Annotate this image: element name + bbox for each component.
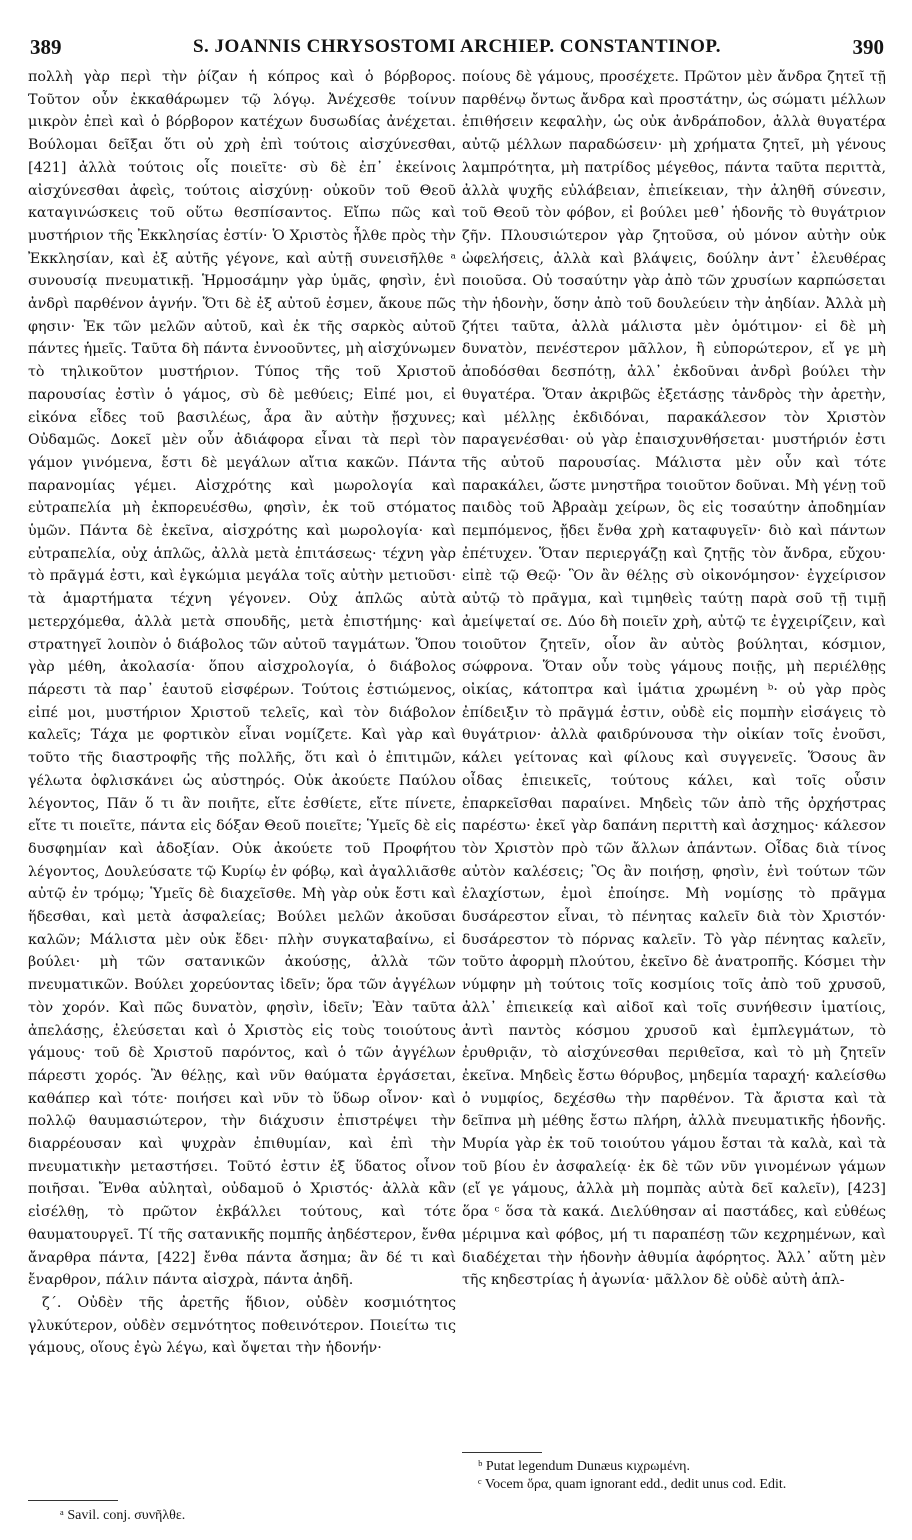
page-number-right: 390 [852,34,884,59]
footnote-a: ᵃ Savil. conj. συνῆλθε. [60,1508,186,1523]
footnote-c: ᶜ Vocem ὅρα, quam ignorant edd., dedit unus cod. Edit. [478,1477,787,1492]
running-header [30,30,884,64]
right-footnote-rule [462,1452,542,1453]
page-number-left: 389 [30,34,62,59]
left-footnote-rule [28,1500,118,1501]
left-paragraph-2: ζ΄. Οὐδὲν τῆς ἀρετῆς ἥδιον, οὐδὲν κοσμιότητος γλυκύτερον, οὐδὲν σεμνότητος ποθεινότερον. Ποιείτω τις γάμους, οἵους ἐγὼ λέγω, καὶ ὄψεται τὴν ἡδονήν· [28,1294,456,1357]
left-paragraph-1: πολλὴ γὰρ περὶ τὴν ῥίζαν ἡ κόπρος καὶ ὁ βόρβορος. Τοῦτον οὖν ἐκκαθάρωμεν τῷ λόγῳ. Ἀνέχεσθε τοίνυν μικρὸν ἐπεὶ καὶ ὁ βόρβορον κατέχων δυσωδίας ἀνέχεται. Βούλομαι δεῖξαι ὅτι οὐ χρὴ ἐπὶ τούτοις αἰσχύνεσθαι, [421] ἀλλὰ τούτοις οἷς ποιεῖτε· σὺ δὲ ἐπ᾽ ἐκείνοις αἰσχύνεσθαι ἀφεὶς, τούτοις αἰσχύνῃ· οὐκοῦν τοῦ Θεοῦ καταγινώσκεις τοῦ οὕτω θεσπίσαντος. Εἴπω πῶς καὶ μυστήριον τῆς Ἐκκλησίας ἐστίν· Ὁ Χριστὸς ἦλθε πρὸς τὴν Ἐκκλησίαν, καὶ ἐξ αὐτῆς γέγονε, καὶ αὐτῇ συνεισῆλθε ᵃ συνουσίᾳ πνευματικῇ. Ἡρμοσάμην γὰρ ὑμᾶς, φησὶν, ἑνὶ ἀνδρὶ παρθένον ἁγνήν. Ὅτι δὲ ἐξ αὐτοῦ ἐσμεν, ἄκουε πῶς φησιν· Ἐκ τῶν μελῶν αὐτοῦ, καὶ ἐκ τῆς σαρκὸς αὐτοῦ πάντες ἡμεῖς. Ταῦτα δὴ πάντα ἐννοοῦντες, μὴ αἰσχύνωμεν τὸ τηλικοῦτον μυστήριον. Τύπος τῆς τοῦ Χριστοῦ παρουσίας ἐστὶν ὁ γάμος, σὺ δὲ μεθύεις; Εἰπέ μοι, εἰ εἰκόνα εἶδες τοῦ βασιλέως, ἆρα ἂν αὐτὴν ᾔσχυνες; Οὐδαμῶς. Δοκεῖ μὲν οὖν ἀδιάφορα εἶναι τὰ περὶ τὸν γάμον γινόμενα, ἔστι δὲ μεγάλων αἴτια κακῶν. Πάντα παρανομίας γέμει. Αἰσχρότης καὶ μωρολογία καὶ εὐτραπελία μὴ ἐκπορευέσθω, φησὶν, ἐκ τοῦ στόματος ὑμῶν. Πάντα δὲ ἐκεῖνα, αἰσχρότης καὶ μωρολογία· καὶ εὐτραπελία, οὐχ ἁπλῶς, ἀλλὰ μετὰ ἐπιτάσεως· τέχνη γὰρ τὸ πρᾶγμά ἐστι, καὶ ἐγκώμια μεγάλα τοῖς αὐτὴν μετιοῦσι· τὰ ἁμαρτήματα τέχνη γέγονεν. Οὐχ ἁπλῶς αὐτὰ μετερχόμεθα, ἀλλὰ μετὰ σπουδῆς, μετὰ ἐπιστήμης· καὶ στρατηγεῖ λοιπὸν ὁ διάβολος τῶν αὐτοῦ ταγμάτων. Ὅπου γὰρ μέθη, ἀκολασία· ὅπου αἰσχρολογία, ὁ διάβολος πάρεστι τὰ παρ᾽ ἑαυτοῦ εἰσφέρων. Τούτοις ἑστιώμενος, εἰπέ μοι, μυστήριον Χριστοῦ τελεῖς, καὶ τὸν διάβολον καλεῖς; Τάχα με φορτικὸν εἶναι νομίζετε. Καὶ γὰρ καὶ τοῦτο τῆς διαστροφῆς τῆς πολλῆς, ὅτι καὶ ὁ ἐπιτιμῶν, γέλωτα ὀφλισκάνει ὡς αὐστηρός. Οὐκ ἀκούετε Παύλου λέγοντος, Πᾶν ὅ τι ἂν ποιῆτε, εἴτε ἐσθίετε, εἴτε πίνετε, εἴτε τι ποιεῖτε, πάντα εἰς δόξαν Θεοῦ ποιεῖτε; Ὑμεῖς δὲ εἰς δυσφημίαν καὶ ἀδοξίαν. Οὐκ ἀκούετε τοῦ Προφήτου λέγοντος, Δουλεύσατε τῷ Κυρίῳ ἐν φόβῳ, καὶ ἀγαλλιᾶσθε αὐτῷ ἐν τρόμῳ; Ὑμεῖς δὲ διαχεῖσθε. Μὴ γὰρ οὐκ ἔστι καὶ ἥδεσθαι, καὶ μετὰ ἀσφαλείας; Βούλει μελῶν ἀκοῦσαι καλῶν; Μάλιστα μὲν οὐκ ἔδει· πλὴν συγκαταβαίνω, εἰ βούλει· μὴ τῶν σατανικῶν ἀκούσῃς, ἀλλὰ τῶν πνευματικῶν. Βούλει χορεύοντας ἰδεῖν; ὅρα τῶν ἀγγέλων τὸν χορόν. Καὶ πῶς δυνατὸν, φησὶν, ἰδεῖν; Ἐὰν ταῦτα ἀπελάσῃς, ἐλεύσεται καὶ ὁ Χριστὸς εἰς τοὺς τοιούτους γάμους· τοῦ δὲ Χριστοῦ παρόντος, καὶ ὁ τῶν ἀγγέλων πάρεστι χορός. Ἂν θέλῃς, καὶ νῦν θαύματα ἐργάσεται, καθάπερ καὶ τότε· ποιήσει καὶ νῦν τὸ ὕδωρ οἶνον· καὶ πολλῷ θαυμασιώτερον, τὴν διάχυσιν ἐπιστρέψει τὴν διαρρέουσαν καὶ ψυχρὰν ἐπιθυμίαν, καὶ ἐπὶ τὴν πνευματικὴν μεταστήσει. Τοῦτό ἐστιν ἐξ ὕδατος οἶνον ποιῆσαι. Ἔνθα αὐληταὶ, οὐδαμοῦ ὁ Χριστός· ἀλλὰ κἂν εἰσέλθῃ, τὸ πρῶτον ἐκβάλλει τούτους, καὶ τότε θαυματουργεῖ. Τί τῆς σατανικῆς πομπῆς ἀηδέστερον, ἔνθα ἄναρθρα πάντα, [422] ἔνθα πάντα ἄσημα; ἂν δέ τι καὶ ἔναρθρον, πάλιν πάντα αἰσχρὰ, πάντα ἀηδῆ. [28,69,456,1289]
right-footnotes [478,1458,886,1494]
right-paragraph-1: ποίους δὲ γάμους, προσέχετε. Πρῶτον μὲν ἄνδρα ζητεῖ τῇ παρθένῳ ὄντως ἄνδρα καὶ προστάτην, ὡς σώματι μέλλων ἐπιθήσειν κεφαλὴν, ὡς οὐκ ἀνδράποδον, ἀλλὰ θυγατέρα αὐτῷ μέλλων παραδώσειν· μὴ χρήματα ζητεῖ, μὴ γένους λαμπρότητα, μὴ πατρίδος μέγεθος, πάντα ταῦτα περιττὰ, ἀλλὰ ψυχῆς εὐλάβειαν, ἐπιείκειαν, τὴν ἀληθῆ σύνεσιν, τοῦ Θεοῦ τὸν φόβον, εἰ βούλει μεθ᾽ ἡδονῆς τὸ θυγάτριον ζῆν. Πλουσιώτερον γὰρ ζητοῦσα, οὐ μόνον αὐτὴν οὐκ ὠφελήσεις, ἀλλὰ καὶ βλάψεις, δούλην ἀντ᾽ ἐλευθέρας ποιοῦσα. Οὐ τοσαύτην γὰρ ἀπὸ τῶν χρυσίων καρπώσεται τὴν ἡδονὴν, ὅσην ἀπὸ τοῦ δουλεύειν τὴν ἀηδίαν. Ἀλλὰ μὴ ζήτει ταῦτα, ἀλλὰ μάλιστα μὲν ὁμότιμον· εἰ δὲ μὴ δυνατὸν, πενέστερον μᾶλλον, ἢ εὐπορώτερον, εἴ γε μὴ ἀποδόσθαι δεσπότῃ, ἀλλ᾽ ἐκδοῦναι ἀνδρὶ βούλει τὴν θυγατέρα. Ὅταν ἀκριβῶς ἐξετάσῃς τἀνδρὸς τὴν ἀρετὴν, καὶ μέλλῃς ἐκδιδόναι, παρακάλεσον τὸν Χριστὸν παραγενέσθαι· οὐ γὰρ ἐπαισχυνθήσεται· μυστήριόν ἐστι τῆς αὐτοῦ παρουσίας. Μάλιστα μὲν οὖν καὶ τότε παρακάλει, ὥστε μνηστῆρα τοιοῦτον δοῦναι. Μὴ γένῃ τοῦ παιδὸς τοῦ Ἀβραὰμ χείρων, ὃς εἰς τοσαύτην ἀποδημίαν πεμπόμενος, ᾔδει ἔνθα χρὴ καταφυγεῖν· διὸ καὶ πάντων ἐπέτυχεν. Ὅταν περιεργάζῃ καὶ ζητῇς τὸν ἄνδρα, εὔχου· εἰπὲ τῷ Θεῷ· Ὃν ἂν θέλῃς σὺ οἰκονόμησον· ἐγχείρισον αὐτῷ τὸ πρᾶγμα, καὶ τιμηθεὶς ταύτῃ παρὰ σοῦ τῇ τιμῇ ἀμείψεταί σε. Δύο δὴ ποιεῖν χρὴ, αὐτῷ τε ἐγχειρίζειν, καὶ τοιοῦτον ζητεῖν, οἷον ἂν αὐτὸς βούληται, κόσμιον, σώφρονα. Ὅταν οὖν τοὺς γάμους ποιῇς, μὴ περιέλθῃς οἰκίας, κάτοπτρα καὶ ἱμάτια χρωμένη ᵇ· οὐ γὰρ πρὸς ἐπίδειξιν τὸ πρᾶγμά ἐστιν, οὐδὲ εἰς πομπὴν εἰσάγεις τὸ θυγάτριον· ἀλλὰ φαιδρύνουσα τὴν οἰκίαν τοῖς ἐνοῦσι, κάλει γείτονας καὶ φίλους καὶ συγγενεῖς. Ὅσους ἂν οἶδας ἐπιεικεῖς, τούτους κάλει, καὶ τοῖς οὖσιν ἐπαρκεῖσθαι παραίνει. Μηδεὶς τῶν ἀπὸ τῆς ὀρχήστρας παρέστω· ἐκεῖ γὰρ δαπάνη περιττὴ καὶ ἀσχημος· κάλεσον τὸν Χριστὸν πρὸ τῶν ἄλλων ἁπάντων. Οἶδας διὰ τίνος αὐτὸν καλέσεις; Ὃς ἂν ποιήσῃ, φησὶν, ἑνὶ τούτων τῶν ἐλαχίστων, ἐμοὶ ἐποίησε. Μὴ νομίσῃς τὸ πρᾶγμα δυσάρεστον εἶναι, τὸ πένητας καλεῖν διὰ τὸν Χριστόν· δυσάρεστον τὸ πόρνας καλεῖν. Τὸ γὰρ πένητας καλεῖν, τοῦτο ἀφορμὴ πλούτου, ἐκεῖνο δὲ ἀνατροπῆς. Κόσμει τὴν νύμφην μὴ τούτοις τοῖς κοσμίοις τοῖς ἀπὸ τοῦ χρυσοῦ, ἀλλ᾽ ἐπιεικείᾳ καὶ αἰδοῖ καὶ τοῖς συνήθεσιν ἱματίοις, ἀντὶ παντὸς κόσμου χρυσοῦ καὶ ἐμπλεγμάτων, τὸ ἐρυθριᾷν, τὸ αἰσχύνεσθαι περιθεῖσα, καὶ τὸ μὴ ζητεῖν ἐκεῖνα. Μηδεὶς ἔστω θόρυβος, μηδεμία ταραχή· καλείσθω ὁ νυμφίος, δεχέσθω τὴν παρθένον. Τὰ ἄριστα καὶ τὰ δεῖπνα μὴ μέθης ἔστω πλήρη, ἀλλὰ πνευματικῆς ἡδονῆς. Μυρία γὰρ ἐκ τοῦ τοιούτου γάμου ἔσται τὰ καλὰ, καὶ τὰ τοῦ βίου ἐν ἀσφαλείᾳ· ἐκ δὲ τῶν νῦν γινομένων γάμων (εἴ γε γάμους, ἀλλὰ μὴ πομπὰς αὐτὰ δεῖ καλεῖν), [423] ὅρα ᶜ ὅσα τὰ κακά. Διελύθησαν αἱ παστάδες, καὶ εὐθέως μέριμνα καὶ φόβος, μή τι παραπέσῃ τῶν κεχρημένων, καὶ διαδέχεται τὴν ἡδονὴν ἀθυμία ἀφόρητος. Ἀλλ᾽ αὕτη μὲν τῆς κηδεστρίας ἡ ἀγωνία· μᾶλλον δὲ οὐδὲ αὐτὴ ἁπλ- [462,69,886,1289]
right-column [462,66,886,1506]
running-title: S. JOANNIS CHRYSOSTOMI ARCHIEP. CONSTANTINOP. [192,36,722,57]
left-column [28,66,456,1506]
footnote-b: ᵇ Putat legendum Dunæus κιχρωμένη. [478,1459,690,1474]
